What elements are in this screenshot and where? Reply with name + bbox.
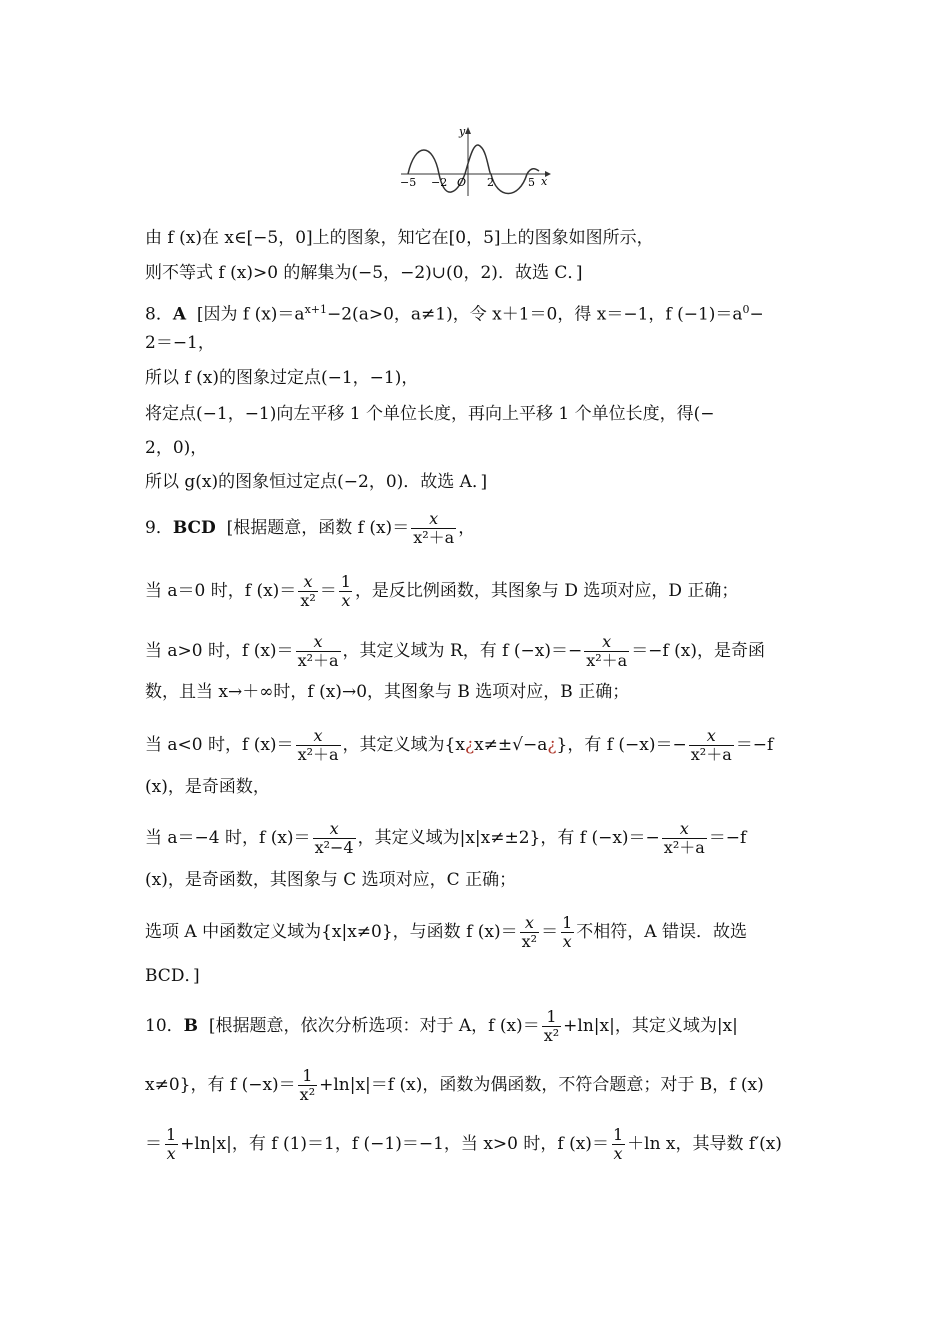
text-segment: 2＝−1， xyxy=(145,333,215,353)
text-segment: 所以 f (x)的图象过定点(−1，−1)， xyxy=(145,368,419,388)
question-number: 8． xyxy=(145,304,173,325)
text-line-17 xyxy=(145,914,815,951)
fraction xyxy=(560,914,574,951)
answer-10-line xyxy=(145,1008,815,1045)
tick-2: 2 xyxy=(487,176,494,189)
fraction xyxy=(296,727,341,764)
y-axis-label: y xyxy=(459,125,466,138)
question-number: 10． xyxy=(145,1016,184,1036)
text-line-20 xyxy=(145,1067,815,1104)
answer-letter: A xyxy=(172,304,187,325)
text-segment: [因为 f (x)＝a xyxy=(196,304,305,325)
fraction xyxy=(296,633,341,670)
text-segment: −2(a>0，a≠1)，令 x＋1＝0，得 x＝−1，f (−1)＝a xyxy=(327,304,743,325)
denominator: x²＋a xyxy=(297,651,339,670)
text-segment: 当 a<0 时，f (x)＝ xyxy=(145,735,294,755)
answer-letter: BCD xyxy=(172,518,216,538)
tick-5: 5 xyxy=(528,176,535,189)
denominator: x² xyxy=(300,591,316,610)
text-segment: 由 f (x)在 x∈[−5，0]上的图象，知它在[0，5]上的图象如图所示， xyxy=(145,228,654,248)
text-segment: [根据题意，依次分析选项：对于 A，f (x)＝ xyxy=(208,1016,540,1036)
text-line-16 xyxy=(145,868,815,892)
numerator: 1 xyxy=(340,572,351,591)
denominator: x xyxy=(562,932,572,951)
text-segment: 当 a＝0 时，f (x)＝ xyxy=(145,581,297,601)
fraction xyxy=(298,573,317,610)
answer-9-line xyxy=(145,510,815,547)
fraction xyxy=(689,727,734,764)
numerator: 1 xyxy=(612,1125,624,1144)
text-segment: x≠0}，有 f (−x)＝ xyxy=(145,1075,296,1095)
text-line-1 xyxy=(145,226,815,250)
function-graph xyxy=(395,122,555,197)
text-segment: ＝ xyxy=(541,922,559,942)
text-segment: 数，且当 x→＋∞时，f (x)→0，其图象与 B 选项对应，B 正确； xyxy=(145,682,630,702)
text-line-7 xyxy=(145,436,815,460)
fraction xyxy=(520,914,539,951)
text-segment: +ln|x|，其定义域为|x| xyxy=(563,1016,738,1036)
text-line-5 xyxy=(145,366,815,390)
text-segment: (x)，是奇函数，其图象与 C 选项对应，C 正确； xyxy=(145,870,517,890)
text-line-13 xyxy=(145,727,815,764)
text-segment: BCD．] xyxy=(145,966,200,986)
denominator: x xyxy=(166,1144,176,1163)
y-axis-arrow xyxy=(465,127,471,134)
fraction xyxy=(339,573,353,610)
text-line-4 xyxy=(145,331,815,355)
denominator: x²−4 xyxy=(314,838,354,857)
text-segment: +ln|x|，有 f (1)＝1，f (−1)＝−1，当 x>0 时，f (x)＝ xyxy=(180,1134,609,1154)
garbled-glyph: ¿ xyxy=(464,735,475,755)
answer-8-line xyxy=(145,298,815,327)
text-segment: ＝−f xyxy=(735,735,774,755)
exponent: x+1 xyxy=(304,303,327,316)
text-segment: ，其定义域为{x xyxy=(342,735,465,755)
numerator: x xyxy=(313,726,323,745)
text-segment: +ln|x|＝f (x)，函数为偶函数，不符合题意；对于 B，f (x) xyxy=(319,1075,764,1095)
numerator: x xyxy=(524,913,534,932)
fraction xyxy=(298,1067,317,1104)
text-line-11 xyxy=(145,633,815,670)
text-segment: 则不等式 f (x)>0 的解集为(−5，−2)∪(0，2)．故选 C．] xyxy=(145,263,583,283)
text-segment: ＋ln x，其导数 f′(x) xyxy=(627,1134,782,1154)
text-line-15 xyxy=(145,820,815,857)
text-segment: 选项 A 中函数定义域为{x|x≠0}，与函数 f (x)＝ xyxy=(145,922,518,942)
question-number: 9． xyxy=(145,518,173,538)
text-line-6 xyxy=(145,402,815,426)
text-segment: 2，0)， xyxy=(145,438,208,458)
text-segment: 当 a＝−4 时，f (x)＝ xyxy=(145,828,311,848)
text-segment: }，有 f (−x)＝− xyxy=(556,735,687,755)
denominator: x² xyxy=(299,1085,316,1104)
denominator: x²＋a xyxy=(663,838,705,857)
fraction xyxy=(662,820,707,857)
numerator: 1 xyxy=(302,1066,313,1085)
fraction xyxy=(611,1126,625,1163)
answer-letter: B xyxy=(183,1016,199,1036)
numerator: x xyxy=(679,819,689,838)
text-segment: (x)，是奇函数， xyxy=(145,777,270,797)
text-segment: ，其定义域为 R，有 f (−x)＝− xyxy=(342,641,583,661)
numerator: x xyxy=(313,632,323,651)
text-segment: ＝ xyxy=(319,581,337,601)
tick-neg2: −2 xyxy=(431,176,448,189)
denominator: x²＋a xyxy=(586,651,628,670)
text-line-10 xyxy=(145,573,815,610)
denominator: x²＋a xyxy=(690,745,732,764)
text-line-12 xyxy=(145,680,815,704)
fraction xyxy=(313,820,356,857)
text-segment: ， xyxy=(458,518,476,538)
function-curve xyxy=(408,145,539,193)
numerator: 1 xyxy=(562,913,573,932)
text-segment: − xyxy=(749,304,764,325)
denominator: x xyxy=(613,1144,623,1163)
denominator: x xyxy=(341,591,351,610)
x-axis-label: x xyxy=(541,175,548,188)
fraction xyxy=(542,1008,561,1045)
text-segment: 当 a>0 时，f (x)＝ xyxy=(145,641,294,661)
denominator: x² xyxy=(521,932,538,951)
text-segment: 所以 g(x)的图象恒过定点(−2，0)．故选 A．] xyxy=(145,472,488,492)
numerator: x xyxy=(706,726,716,745)
exponent: 0 xyxy=(742,303,750,316)
tick-neg5: −5 xyxy=(400,176,417,189)
garbled-glyph: ¿ xyxy=(547,735,557,755)
text-segment: ＝−f xyxy=(708,828,747,848)
denominator: x²＋a xyxy=(413,528,455,547)
text-segment: ，其定义域为|x|x≠±2}，有 f (−x)＝− xyxy=(357,828,660,848)
numerator: x xyxy=(303,572,313,591)
denominator: x²＋a xyxy=(297,745,339,764)
text-segment: ＝ xyxy=(145,1134,162,1154)
denominator: x² xyxy=(543,1026,560,1045)
text-segment: ＝−f (x)，是奇函 xyxy=(631,641,765,661)
text-segment: [根据题意，函数 f (x)＝ xyxy=(226,518,410,538)
text-segment: 不相符，A 错误．故选 xyxy=(576,922,747,942)
text-line-2 xyxy=(145,261,815,285)
text-segment: 将定点(−1，−1)向左平移 1 个单位长度，再向上平移 1 个单位长度，得(− xyxy=(145,404,715,424)
numerator: 1 xyxy=(166,1125,177,1144)
numerator: x xyxy=(429,509,439,528)
fraction xyxy=(584,633,629,670)
text-line-14 xyxy=(145,775,815,799)
text-line-18 xyxy=(145,964,815,988)
text-segment: ，是反比例函数，其图象与 D 选项对应，D 正确； xyxy=(354,581,739,601)
numerator: x xyxy=(329,819,339,838)
numerator: x xyxy=(602,632,612,651)
fraction xyxy=(164,1126,178,1163)
tick-origin: O xyxy=(457,176,467,189)
numerator: 1 xyxy=(546,1007,557,1026)
fraction xyxy=(411,510,456,547)
text-segment: x≠±√−a xyxy=(474,735,548,755)
text-line-8 xyxy=(145,470,815,494)
text-line-21 xyxy=(145,1126,815,1163)
